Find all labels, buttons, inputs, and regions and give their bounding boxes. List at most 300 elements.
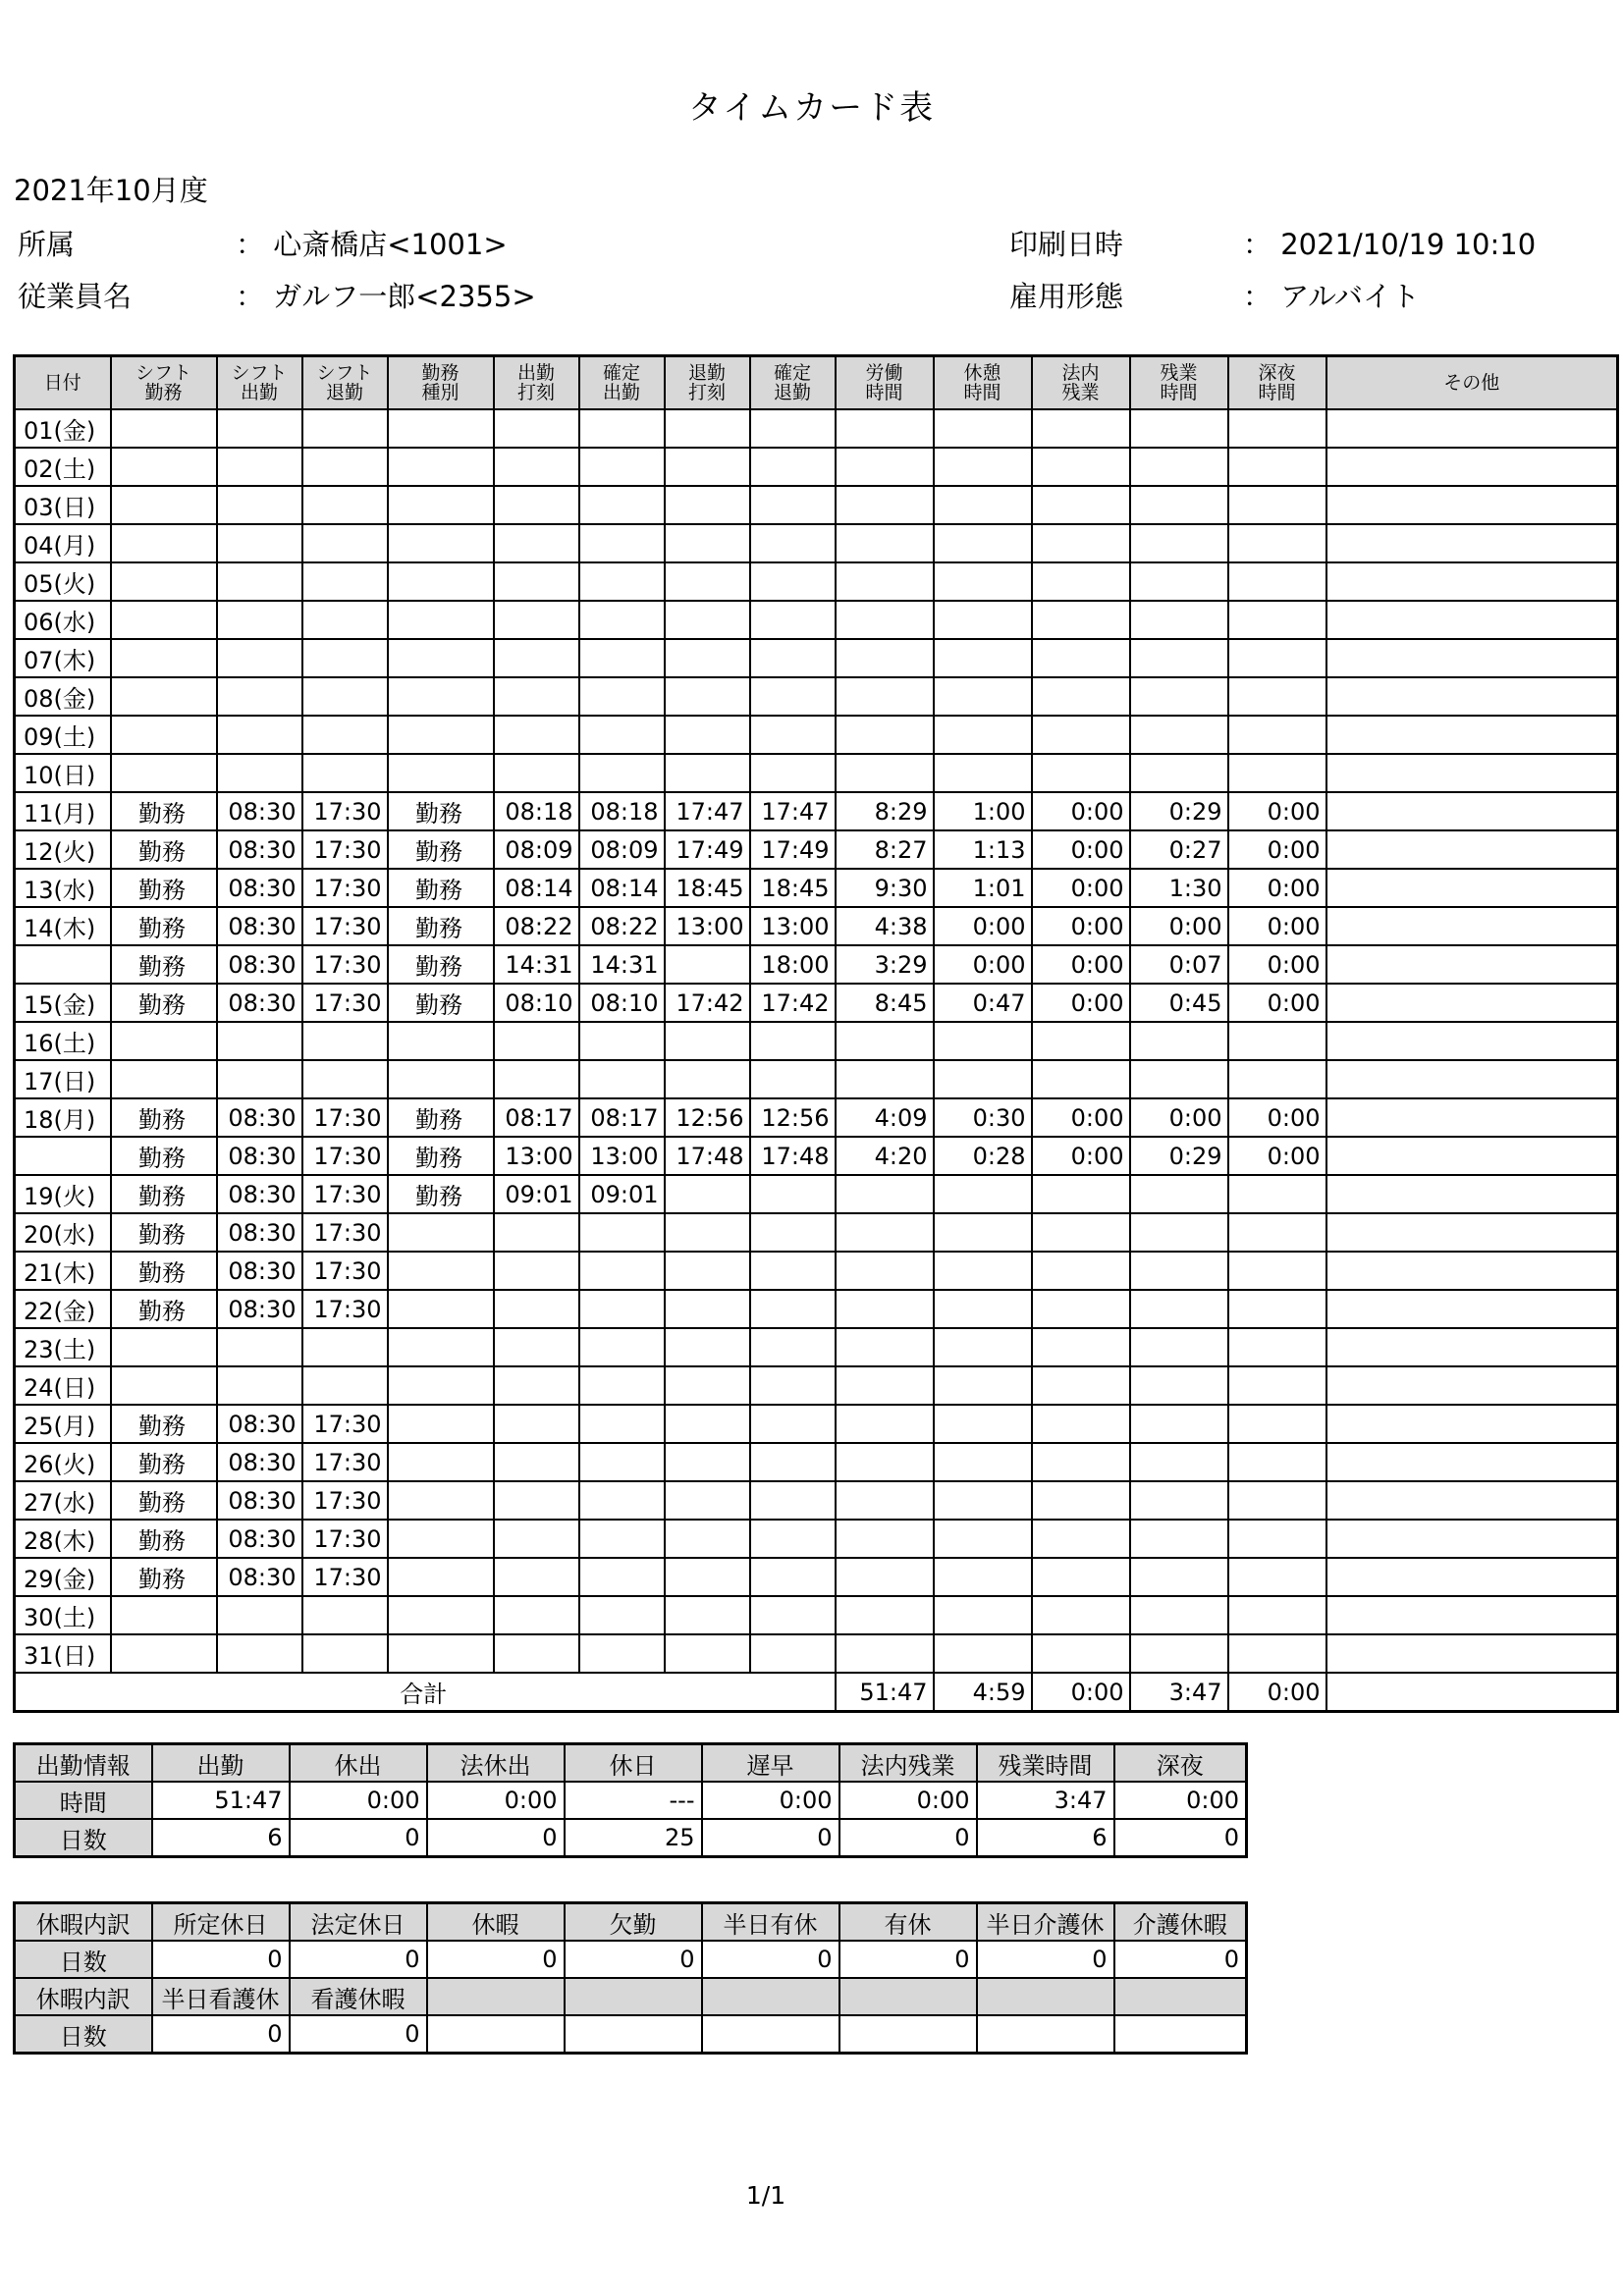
table-row [15,1328,1618,1366]
table-cell [665,1558,750,1596]
attendance-value: 0 [290,1819,427,1857]
table-cell: 勤務 [388,1137,494,1175]
table-cell [579,1022,665,1060]
table-cell [1326,1213,1618,1252]
leave-row [15,1941,1247,1978]
table-cell: 14:31 [579,945,665,984]
table-cell: 13:00 [750,907,836,945]
table-row [15,945,1618,984]
table-row [15,984,1618,1022]
leave-header-row [15,1903,1247,1942]
table-cell [111,448,217,486]
table-cell [217,1634,302,1673]
attendance-value: 51:47 [152,1782,290,1819]
table-cell [750,1328,836,1366]
table-cell: 0:00 [1032,1098,1130,1137]
table-cell [1326,1558,1618,1596]
leave-row [15,2015,1247,2054]
table-cell [494,409,579,448]
table-cell: 17:47 [665,792,750,830]
table-cell [1326,1022,1618,1060]
table-cell: 08:30 [217,1290,302,1328]
table-row [15,1060,1618,1098]
table-cell: 08:17 [579,1098,665,1137]
table-cell: 12:56 [750,1098,836,1137]
leave-header: 看護休暇 [290,1978,427,2015]
table-cell: 勤務 [111,1558,217,1596]
table-cell [494,1290,579,1328]
table-cell [836,1558,934,1596]
table-row [15,448,1618,486]
attendance-value: 0:00 [702,1782,839,1819]
table-cell: 17:30 [302,869,388,907]
table-cell: 勤務 [388,1175,494,1213]
table-cell [1228,1596,1326,1634]
column-header: 確定 出勤 [579,356,665,410]
table-cell [579,1290,665,1328]
table-cell [934,1252,1032,1290]
table-row [15,1481,1618,1520]
employee-name-value: ： ガルフ一郎<2355> [236,280,536,313]
table-cell [1032,754,1130,792]
table-cell [750,1060,836,1098]
table-cell: 08:30 [217,792,302,830]
table-cell [302,1366,388,1405]
table-cell [1326,562,1618,601]
table-cell [111,1596,217,1634]
table-cell: 08:30 [217,984,302,1022]
table-cell [1032,601,1130,639]
table-cell [750,1405,836,1443]
table-cell [494,1596,579,1634]
table-cell [579,524,665,562]
table-cell [934,1060,1032,1098]
table-row [15,1213,1618,1252]
table-cell: 0:00 [1228,869,1326,907]
table-cell [579,1366,665,1405]
table-row [15,524,1618,562]
table-cell [1130,486,1228,524]
page-title: タイムカード表 [687,88,936,128]
table-cell: 17:30 [302,1137,388,1175]
table-cell: 08:10 [579,984,665,1022]
empty-cell [977,2015,1114,2054]
table-cell: 17:30 [302,945,388,984]
attendance-header: 法内残業 [839,1744,977,1783]
leave-value: 0 [427,1941,565,1978]
table-cell [934,1175,1032,1213]
table-cell [1326,1634,1618,1673]
column-header: その他 [1326,356,1618,410]
table-cell [934,1328,1032,1366]
table-cell [665,1060,750,1098]
table-cell: 0:29 [1130,1137,1228,1175]
date-cell: 30(土) [15,1596,111,1634]
table-cell [388,1022,494,1060]
dept-value: ： 心斎橋店<1001> [236,228,508,261]
table-cell [1032,486,1130,524]
leave-header: 休暇内訳 [15,1903,152,1942]
table-cell [750,1481,836,1520]
date-cell: 18(月) [15,1098,111,1137]
table-cell [665,1443,750,1481]
table-cell [302,486,388,524]
table-cell: 0:00 [1228,984,1326,1022]
table-cell [217,1060,302,1098]
table-cell: 08:30 [217,1558,302,1596]
table-cell [1130,1290,1228,1328]
table-cell [111,601,217,639]
table-cell [934,754,1032,792]
table-cell: 08:30 [217,945,302,984]
table-cell: 勤務 [111,792,217,830]
table-row [15,1520,1618,1558]
table-cell [1228,601,1326,639]
table-cell [1326,601,1618,639]
table-cell: 勤務 [111,1520,217,1558]
attendance-value: 0:00 [290,1782,427,1819]
total-row [15,1673,1618,1712]
table-cell [111,677,217,716]
table-cell: 勤務 [111,830,217,869]
table-cell [494,524,579,562]
table-cell: 1:13 [934,830,1032,869]
table-cell: 0:00 [1228,830,1326,869]
table-cell [1130,448,1228,486]
table-row [15,1098,1618,1137]
table-cell [111,562,217,601]
table-cell: 1:30 [1130,869,1228,907]
table-row [15,869,1618,907]
table-row [15,486,1618,524]
table-cell [388,1290,494,1328]
table-row [15,1137,1618,1175]
table-cell [1326,792,1618,830]
table-cell [934,677,1032,716]
table-cell: 3:29 [836,945,934,984]
table-cell [111,524,217,562]
table-cell: 0:00 [1130,907,1228,945]
table-cell [494,1558,579,1596]
table-cell [1130,1558,1228,1596]
leave-value: 0 [977,1941,1114,1978]
table-cell [302,1596,388,1634]
table-cell [665,601,750,639]
table-cell: 勤務 [111,1252,217,1290]
table-cell: 勤務 [111,1443,217,1481]
total-label: 合計 [15,1673,836,1712]
table-cell [579,1596,665,1634]
table-cell: 勤務 [111,1175,217,1213]
table-cell [217,601,302,639]
table-cell [934,1290,1032,1328]
table-cell [836,639,934,677]
date-cell: 01(金) [15,409,111,448]
date-cell: 12(火) [15,830,111,869]
table-cell [494,639,579,677]
table-cell [1032,1366,1130,1405]
table-cell: 0:00 [1228,792,1326,830]
table-cell: 17:30 [302,1098,388,1137]
table-cell [388,677,494,716]
table-cell [934,1634,1032,1673]
table-cell [836,448,934,486]
table-cell: 08:18 [579,792,665,830]
attendance-header: 休日 [565,1744,702,1783]
table-cell [494,1022,579,1060]
empty-cell [1114,1978,1247,2015]
leave-header: 介護休暇 [1114,1903,1247,1942]
table-cell [1130,524,1228,562]
table-cell [750,562,836,601]
table-cell [1130,1328,1228,1366]
table-cell: 0:00 [1130,1098,1228,1137]
leave-header: 所定休日 [152,1903,290,1942]
table-cell [934,448,1032,486]
table-cell: 08:30 [217,1252,302,1290]
table-cell [1032,1328,1130,1366]
table-cell [1326,1328,1618,1366]
table-cell [665,1596,750,1634]
table-cell: 0:07 [1130,945,1228,984]
table-row [15,409,1618,448]
table-cell [1326,869,1618,907]
attendance-value: 0 [427,1819,565,1857]
table-cell [1326,1481,1618,1520]
table-cell [836,1405,934,1443]
attendance-row [15,1819,1247,1857]
table-cell [1130,409,1228,448]
table-cell [665,639,750,677]
table-cell [750,1634,836,1673]
table-cell [111,639,217,677]
table-cell [388,524,494,562]
table-cell [217,1328,302,1366]
table-cell [302,1328,388,1366]
table-cell [1326,1060,1618,1098]
employment-type-label: 雇用形態 [1009,280,1124,313]
table-cell [217,409,302,448]
table-cell [217,486,302,524]
table-cell [302,1634,388,1673]
table-cell: 08:22 [494,907,579,945]
table-cell: 勤務 [388,907,494,945]
table-cell [1032,1481,1130,1520]
total-value: 0:00 [1032,1673,1130,1712]
column-header: 出勤 打刻 [494,356,579,410]
table-cell [1228,1022,1326,1060]
table-cell: 0:00 [1032,984,1130,1022]
table-cell [1032,677,1130,716]
table-cell [750,1596,836,1634]
attendance-value: 0 [702,1819,839,1857]
table-cell [1130,1022,1228,1060]
table-cell [217,677,302,716]
table-cell: 勤務 [111,1137,217,1175]
date-cell: 25(月) [15,1405,111,1443]
attendance-header: 深夜 [1114,1744,1247,1783]
table-cell [388,1366,494,1405]
table-cell: 17:47 [750,792,836,830]
table-cell [934,486,1032,524]
table-cell: 勤務 [388,830,494,869]
leave-value: 0 [702,1941,839,1978]
table-cell [1032,409,1130,448]
table-cell [111,1634,217,1673]
table-cell: 勤務 [388,869,494,907]
table-cell: 0:45 [1130,984,1228,1022]
table-cell [836,486,934,524]
table-cell [665,1634,750,1673]
table-cell [579,486,665,524]
table-cell: 08:30 [217,1443,302,1481]
table-cell [1228,1405,1326,1443]
table-cell [1326,639,1618,677]
table-cell [579,1252,665,1290]
table-cell [494,1366,579,1405]
table-cell: 08:30 [217,1520,302,1558]
leave-summary-table [13,1901,1248,2055]
table-cell: 4:09 [836,1098,934,1137]
attendance-header: 残業時間 [977,1744,1114,1783]
table-cell [750,409,836,448]
leave-value: 0 [565,1941,702,1978]
table-cell: 14:31 [494,945,579,984]
table-cell: 0:30 [934,1098,1032,1137]
leave-header-row [15,1978,1247,2015]
table-cell [579,1558,665,1596]
table-cell [111,1060,217,1098]
table-cell [1032,562,1130,601]
table-cell [836,1213,934,1252]
table-cell [579,639,665,677]
table-cell: 13:00 [494,1137,579,1175]
table-cell [1130,1252,1228,1290]
table-cell: 勤務 [111,984,217,1022]
table-cell: 4:20 [836,1137,934,1175]
table-cell: 0:47 [934,984,1032,1022]
table-cell: 勤務 [111,869,217,907]
table-row [15,1175,1618,1213]
table-row [15,562,1618,601]
attendance-value: 0:00 [839,1782,977,1819]
table-cell: 08:10 [494,984,579,1022]
attendance-row [15,1782,1247,1819]
table-cell: 勤務 [111,1098,217,1137]
table-cell: 8:29 [836,792,934,830]
table-cell [665,448,750,486]
table-cell: 17:30 [302,792,388,830]
table-cell: 13:00 [579,1137,665,1175]
table-cell [1228,1175,1326,1213]
table-cell [217,562,302,601]
table-cell [1228,1558,1326,1596]
date-cell: 07(木) [15,639,111,677]
table-cell [1032,1060,1130,1098]
table-cell [1326,1098,1618,1137]
table-cell: 08:30 [217,1175,302,1213]
table-cell [217,524,302,562]
empty-cell [1114,2015,1247,2054]
table-cell [1326,677,1618,716]
table-cell [579,448,665,486]
table-cell [302,677,388,716]
date-cell: 23(土) [15,1328,111,1366]
table-cell [388,601,494,639]
table-cell: 0:00 [934,907,1032,945]
table-cell [836,1328,934,1366]
table-cell [217,1022,302,1060]
table-cell [750,1443,836,1481]
table-row [15,754,1618,792]
table-cell: 09:01 [494,1175,579,1213]
table-cell [388,562,494,601]
table-cell [665,1520,750,1558]
table-cell [579,1060,665,1098]
leave-value: 0 [152,2015,290,2054]
date-cell: 16(土) [15,1022,111,1060]
table-cell [1228,1520,1326,1558]
date-cell [15,1137,111,1175]
leave-header: 半日有休 [702,1903,839,1942]
table-cell [1326,1137,1618,1175]
table-cell [111,716,217,754]
table-cell: 08:22 [579,907,665,945]
table-cell [836,1366,934,1405]
date-cell: 02(土) [15,448,111,486]
table-row [15,1252,1618,1290]
table-cell [1326,1520,1618,1558]
table-cell: 0:00 [1032,869,1130,907]
table-cell [1228,486,1326,524]
table-cell [1032,1596,1130,1634]
table-cell [494,601,579,639]
attendance-value: 0 [839,1819,977,1857]
date-cell: 04(月) [15,524,111,562]
table-row [15,1558,1618,1596]
table-cell [1228,1481,1326,1520]
table-cell [494,1634,579,1673]
table-cell [1228,448,1326,486]
table-cell [579,1443,665,1481]
table-cell [302,601,388,639]
table-cell [836,524,934,562]
table-cell [1130,1596,1228,1634]
column-header: 休憩 時間 [934,356,1032,410]
table-cell [1228,1060,1326,1098]
table-cell [1032,1175,1130,1213]
table-cell: 17:30 [302,984,388,1022]
table-cell: 08:14 [494,869,579,907]
table-cell [217,754,302,792]
attendance-summary-table [13,1742,1248,1858]
table-cell: 08:09 [579,830,665,869]
table-cell: 08:30 [217,869,302,907]
table-cell [1032,1558,1130,1596]
table-cell [494,562,579,601]
total-value: 0:00 [1228,1673,1326,1712]
table-cell [1032,1252,1130,1290]
table-cell [1228,1443,1326,1481]
table-cell [750,639,836,677]
attendance-value: 6 [977,1819,1114,1857]
attendance-header: 出勤情報 [15,1744,152,1783]
table-cell: 18:00 [750,945,836,984]
table-cell [111,1328,217,1366]
table-cell: 17:30 [302,1481,388,1520]
table-cell [1326,1175,1618,1213]
table-cell [750,448,836,486]
